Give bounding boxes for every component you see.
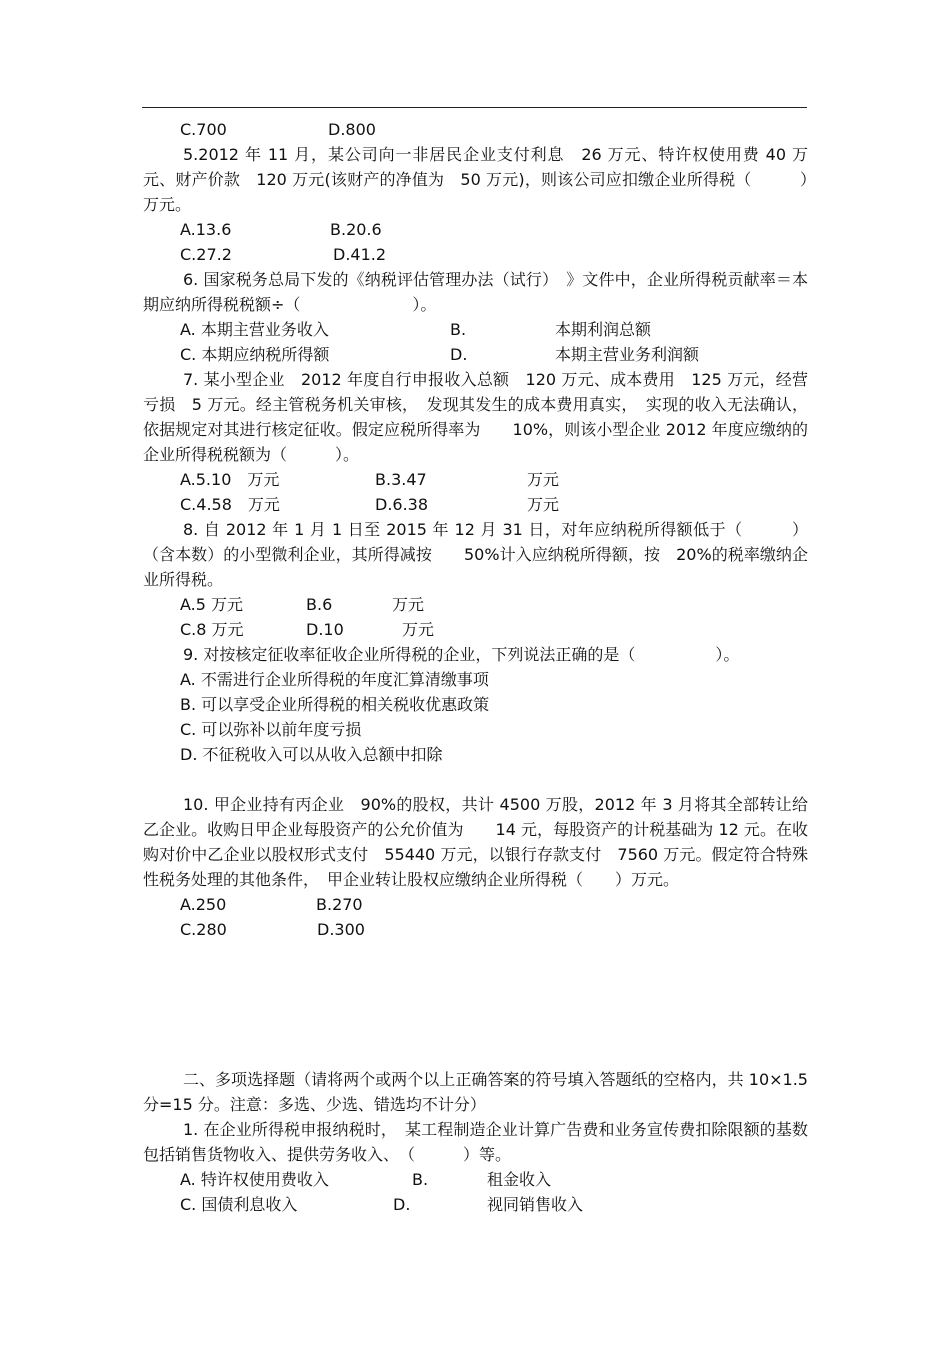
question-9: 9. 对按核定征收率征收企业所得税的企业，下列说法正确的是（ ）。	[183, 645, 740, 664]
question-5: 5.2012 年 11 月，某公司向一非居民企业支付利息 26 万元、特许权使用费 40 万元、财产价款 120 万元(该财产的净值为 50 万元)，则该公司应扣缴企业所得税（ ）万元。	[143, 145, 808, 214]
q4-options	[143, 117, 808, 142]
q7-option-d: D.6.38	[375, 495, 429, 514]
q7-option-c: C.4.58 万元	[180, 495, 280, 514]
q8-option-a: A.5 万元	[180, 595, 244, 614]
mq1-option-d-text: 视同销售收入	[487, 1195, 584, 1214]
q9-option-b: B. 可以享受企业所得税的相关税收优惠政策	[180, 695, 490, 714]
q10-option-b: B.270	[316, 895, 363, 914]
q5-option-b: B.20.6	[330, 220, 382, 239]
q6-option-d-text: 本期主营业务利润额	[555, 345, 700, 364]
q8-options-row-1	[143, 592, 808, 617]
section-2-heading: 二、多项选择题（请将两个或两个以上正确答案的符号填入答题纸的空格内，共 10×1.5 分=15 分。注意：多选、少选、错选均不计分）	[143, 1070, 825, 1114]
q8-options-row-2	[143, 617, 808, 642]
q6-options-row-2	[143, 342, 808, 367]
q9-option-d: D. 不征税收入可以从收入总额中扣除	[180, 745, 443, 764]
question-6: 6. 国家税务总局下发的《纳税评估管理办法（试行） 》文件中，企业所得税贡献率＝本期应纳所得税税额÷（ ）。	[143, 270, 808, 314]
mq1-option-c: C. 国债利息收入	[180, 1195, 298, 1214]
q6-option-d-letter: D.	[450, 345, 468, 364]
section-spacer	[143, 942, 808, 1067]
mq1-option-d-letter: D.	[393, 1195, 411, 1214]
q7-options-row-1	[143, 467, 808, 492]
q9-option-a: A. 不需进行企业所得税的年度汇算清缴事项	[180, 670, 489, 689]
q7-option-d-unit: 万元	[527, 495, 560, 514]
q7-option-b-unit: 万元	[527, 470, 560, 489]
q10-option-d: D.300	[317, 920, 365, 939]
q4-option-d: D.800	[328, 120, 376, 139]
q5-option-a: A.13.6	[180, 220, 232, 239]
q5-options-row-2	[143, 242, 808, 267]
q9-option-c: C. 可以弥补以前年度亏损	[180, 720, 362, 739]
q10-options-row-2	[143, 917, 808, 942]
q6-option-b-letter: B.	[450, 320, 467, 339]
mq1-options-row-2	[143, 1192, 808, 1217]
document-body	[143, 117, 825, 1217]
q5-options-row-1	[143, 217, 808, 242]
q10-option-a: A.250	[180, 895, 227, 914]
mq1-option-b-letter: B.	[412, 1170, 429, 1189]
q6-option-c: C. 本期应纳税所得额	[180, 345, 330, 364]
q10-option-c: C.280	[180, 920, 227, 939]
mq1-option-b-text: 租金收入	[487, 1170, 552, 1189]
q10-options-row-1	[143, 892, 808, 917]
q6-option-b-text: 本期利润总额	[555, 320, 652, 339]
q5-option-d: D.41.2	[333, 245, 387, 264]
q6-option-a: A. 本期主营业务收入	[180, 320, 329, 339]
q5-option-c: C.27.2	[180, 245, 232, 264]
q7-option-a: A.5.10 万元	[180, 470, 280, 489]
q8-option-c: C.8 万元	[180, 620, 244, 639]
q7-options-row-2	[143, 492, 808, 517]
q4-option-c: C.700	[180, 120, 227, 139]
q7-option-b: B.3.47	[375, 470, 427, 489]
header-rule	[142, 107, 807, 108]
q8-option-d-unit: 万元	[402, 620, 435, 639]
mq1-option-a: A. 特许权使用费收入	[180, 1170, 329, 1189]
q8-option-b: B.6	[306, 595, 333, 614]
mq1-options-row-1	[143, 1167, 808, 1192]
q8-option-b-unit: 万元	[392, 595, 425, 614]
q8-option-d: D.10	[306, 620, 344, 639]
multi-question-1: 1. 在企业所得税申报纳税时， 某工程制造企业计算广告费和业务宣传费扣除限额的基数包括销售货物收入、提供劳务收入、 （ ）等。	[143, 1120, 808, 1164]
question-10: 10. 甲企业持有丙企业 90%的股权，共计 4500 万股，2012 年 3 月将其全部转让给乙企业。收购日甲企业每股资产的公允价值为 14 元，每股资产的计税基础为 12 元。在收购对价中乙企业以股权形式支付 55440 万元，以银行存款支付 7560 万元。假定符合特殊性税务处理的其他条件， 甲企业转让股权应缴纳企业所得税（ ）万元。	[143, 795, 808, 889]
question-8: 8. 自 2012 年 1 月 1 日至 2015 年 12 月 31 日，对年应纳税所得额低于（ ）（含本数）的小型微利企业，其所得减按 50%计入应纳税所得额，按 20%的税率缴纳企业所得税。	[143, 520, 808, 589]
q6-options-row-1	[143, 317, 808, 342]
spacer	[143, 767, 808, 792]
question-7: 7. 某小型企业 2012 年度自行申报收入总额 120 万元、成本费用 125 万元，经营亏损 5 万元。经主管税务机关审核， 发现其发生的成本费用真实， 实现的收入无法确认，依据规定对其进行核定征收。假定应税所得率为 10%，则该小型企业 2012 年度应缴纳的企业所得税税额为（ ）。	[143, 370, 808, 464]
